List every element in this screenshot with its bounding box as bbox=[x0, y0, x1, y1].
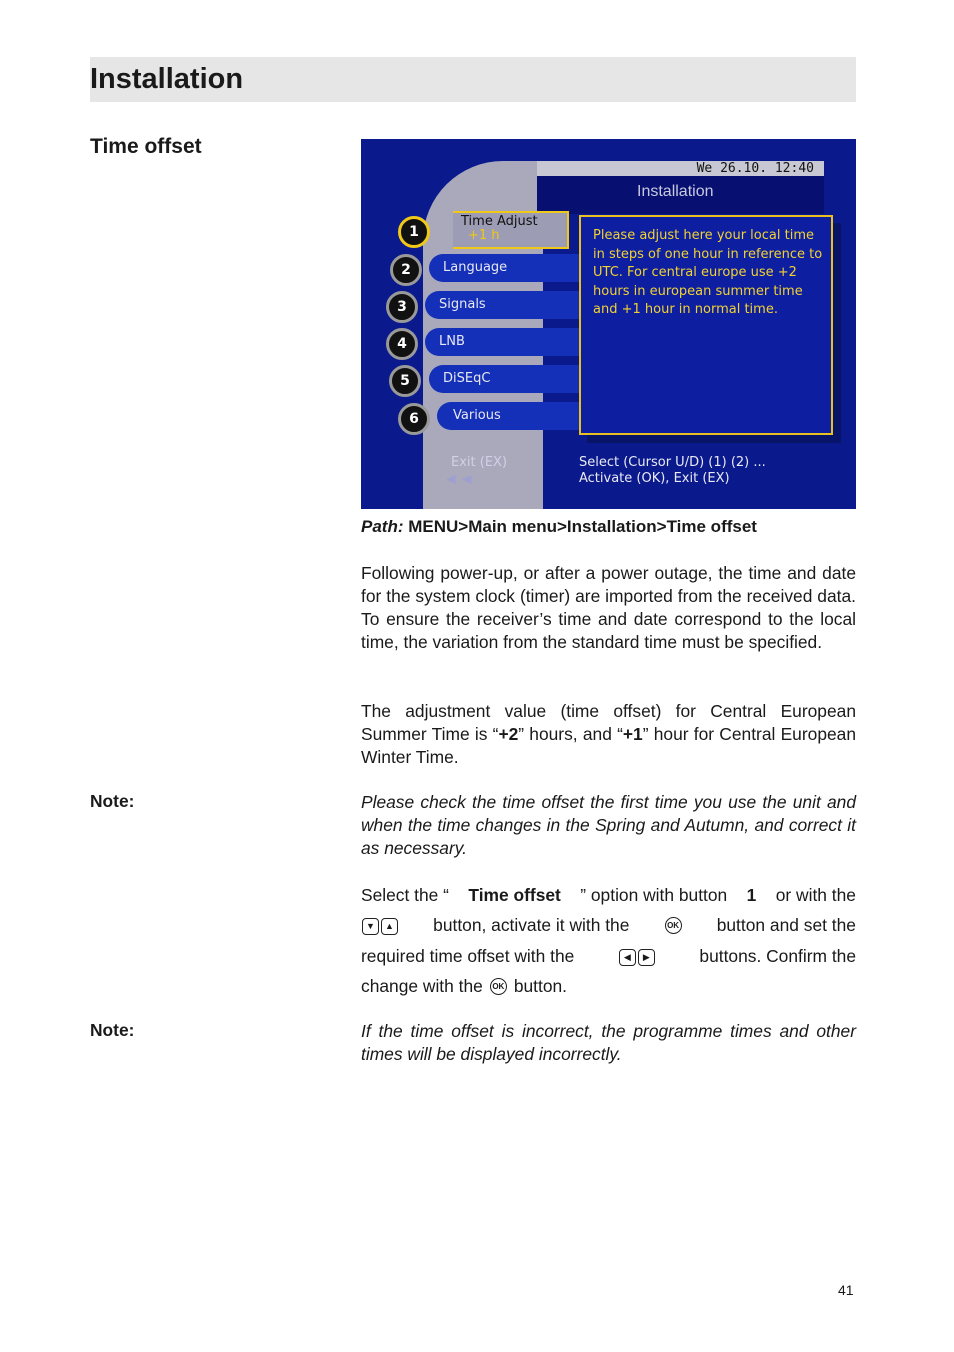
menu-number-2: 2 bbox=[390, 254, 422, 286]
text: ” option with button bbox=[580, 884, 728, 905]
text: change with the bbox=[361, 976, 483, 997]
tv-info-text: Please adjust here your local time in steps of one hour in reference to UTC. For central europe use +2 hours in european summer time and +1 hour in normal time. bbox=[593, 228, 823, 317]
tv-screenshot bbox=[361, 139, 856, 509]
text: button. bbox=[513, 976, 568, 997]
note-text: If the time offset is incorrect, the programme times and other times will be displayed incorrectly. bbox=[361, 1021, 856, 1064]
path-label: Path: bbox=[361, 517, 404, 536]
menu-item-label: LNB bbox=[439, 334, 465, 349]
menu-number-3: 3 bbox=[386, 291, 418, 323]
tv-info-box bbox=[579, 215, 833, 435]
page-title: Installation bbox=[90, 63, 244, 95]
text: ” hour for Central European Winter Time. bbox=[361, 724, 857, 767]
text: Select the “ bbox=[361, 884, 449, 905]
note-label: Note: bbox=[90, 791, 135, 811]
paragraph-instructions bbox=[361, 880, 856, 1002]
path-value: MENU>Main menu>Installation>Time offset bbox=[408, 517, 757, 536]
menu-item-value: +1 h bbox=[468, 228, 500, 243]
tv-help-line-1: Select (Cursor U/D) (1) (2) ... bbox=[579, 455, 766, 470]
menu-item-label: Time Adjust bbox=[461, 214, 538, 229]
value-winter: +1 bbox=[622, 724, 643, 744]
tv-exit-label[interactable]: Exit (EX) bbox=[451, 455, 508, 470]
button-number: 1 bbox=[746, 884, 757, 905]
down-up-buttons-icon: ▼ ▲ bbox=[361, 915, 399, 936]
tv-help-line-2: Activate (OK), Exit (EX) bbox=[579, 471, 730, 486]
menu-item-time-adjust[interactable] bbox=[453, 211, 569, 249]
menu-number-1: 1 bbox=[398, 216, 430, 248]
text: button and set the bbox=[716, 915, 856, 936]
option-name: Time offset bbox=[468, 884, 561, 905]
menu-number-5: 5 bbox=[389, 365, 421, 397]
menu-item-label: Language bbox=[443, 260, 508, 275]
left-right-buttons-icon: ◀ ▶ bbox=[618, 946, 656, 967]
ok-button-icon: OK bbox=[490, 978, 507, 995]
text: buttons. Confirm the bbox=[699, 945, 856, 966]
menu-item-label: Various bbox=[453, 408, 501, 423]
tv-menu-title: Installation bbox=[637, 183, 714, 200]
menu-item-label: DiSEqC bbox=[443, 371, 491, 386]
paragraph-adjustment bbox=[361, 700, 856, 769]
note-label: Note: bbox=[90, 1020, 135, 1040]
section-title: Time offset bbox=[90, 135, 202, 158]
menu-number-4: 4 bbox=[386, 328, 418, 360]
tv-timebar bbox=[537, 161, 824, 176]
text: button, activate it with the bbox=[433, 915, 630, 936]
menu-item-label: Signals bbox=[439, 297, 486, 312]
header-bar bbox=[90, 57, 856, 102]
tv-titlebar bbox=[537, 176, 824, 214]
menu-number-6: 6 bbox=[398, 403, 430, 435]
instruction-line bbox=[361, 911, 856, 942]
note-text: Please check the time offset the first time you use the unit and when the time changes in the Spring and Autumn, and correct it as necessary. bbox=[361, 792, 856, 858]
page-number: 41 bbox=[838, 1282, 854, 1298]
tv-datetime: We 26.10. 12:40 bbox=[696, 161, 814, 176]
menu-item-diseqc[interactable] bbox=[429, 365, 579, 393]
paragraph-intro: Following power-up, or after a power outage, the time and date for the system clock (timer) are imported from the received data. To ensure the receiver’s time and date correspond to the local time, the variation from the standard time must be specified. bbox=[361, 563, 856, 652]
tv-help-text bbox=[579, 455, 766, 487]
menu-item-lnb[interactable] bbox=[425, 328, 579, 356]
menu-item-signals[interactable] bbox=[425, 291, 579, 319]
ok-button-icon: OK bbox=[665, 917, 682, 934]
value-summer: +2 bbox=[498, 724, 519, 744]
instruction-line bbox=[361, 880, 856, 911]
text: The adjustment value (time offset) for Central European Summer Time is “ bbox=[361, 701, 856, 744]
menu-path bbox=[361, 517, 757, 537]
menu-item-language[interactable] bbox=[429, 254, 579, 282]
menu-item-various[interactable] bbox=[437, 402, 579, 430]
instruction-line bbox=[361, 972, 856, 1003]
text: or with the bbox=[775, 884, 856, 905]
text: required time offset with the bbox=[361, 945, 575, 966]
back-arrow-icon: ◄◄ bbox=[443, 471, 475, 488]
instruction-line bbox=[361, 941, 856, 972]
text: ” hours, and “ bbox=[518, 724, 623, 744]
